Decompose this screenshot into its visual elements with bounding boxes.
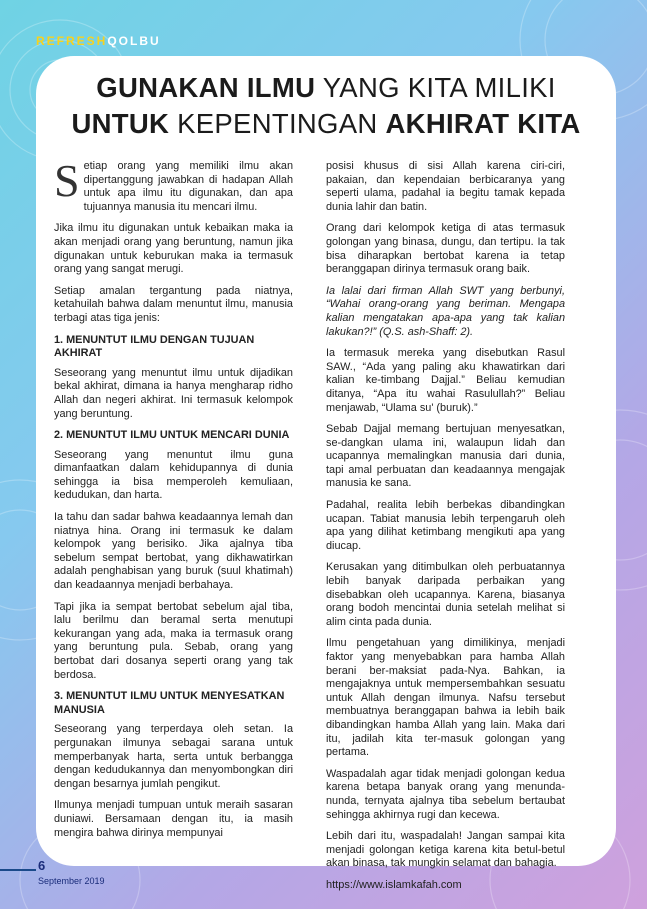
drop-cap: S	[54, 155, 80, 206]
section-heading: 1. MENUNTUT ILMU DENGAN TUJUAN AKHIRAT	[54, 333, 255, 360]
title-line2-bold2: AKHIRAT KITA	[385, 108, 581, 139]
header-refresh: REFRESH	[36, 34, 108, 48]
paragraph: Waspadalah agar tidak menjadi golongan kedua karena betapa banyak orang yang menunda-nunda, ternyata ajalnya tiba sebelum bertaubat sehingga akhirnya rugi dan kecewa.	[326, 767, 565, 821]
paragraph: Lebih dari itu, waspadalah! Jangan sampai kita menjadi golongan ketiga karena kita betul-betul akan binasa, tak mungkin selamat dan bahagia.	[326, 830, 565, 870]
section-heading: 3. MENUNTUT ILMU UNTUK MENYESATKAN MANUSIA	[54, 690, 285, 716]
paragraph: posisi khusus di sisi Allah karena ciri-ciri, pakaian, dan kependaian berbicaranya yang seperti ulama, padahal ia begitu tamak kepada dunia lahir dan batin.	[326, 160, 565, 213]
paragraph: Kerusakan yang ditimbulkan oleh perbuatannya lebih banyak daripada perbaikan yang disebabkan oleh ucapannya. Karena, biasanya orang bodoh mencintai dunia setelah melihat si alim cinta pada dunia.	[326, 561, 565, 628]
article-title	[36, 70, 616, 142]
header-qolbu: QOLBU	[107, 34, 161, 48]
paragraph: Setiap amalan tergantung pada niatnya, ketahuilah bahwa dalam menuntut ilmu, manusia terbagi atas tiga jenis:	[54, 284, 293, 324]
paragraph: Ia tahu dan sadar bahwa keadaannya lemah dan niatnya hina. Orang ini termasuk ke dalam kelompok yang berisiko. Jika ajalnya tiba sebelum sempat bertobat, yang dikhawatirkan adalah penghabisan yang buruk (suul khatimah) dan keadaannya menjadi berbahaya.	[54, 511, 293, 592]
paragraph: Ilmunya menjadi tumpuan untuk meraih sasaran duniawi. Bersamaan dengan itu, ia masih mengira bahwa dirinya mempunyai	[54, 799, 293, 839]
issue-date: September 2019	[38, 876, 105, 886]
paragraph: Seseorang yang menuntut ilmu untuk dijadikan bekal akhirat, dimana ia hanya mengharap ridho Allah dan negeri akhirat. Ini termasuk kelompok yang beruntung.	[54, 366, 293, 420]
title-line1-rest: YANG KITA MILIKI	[315, 72, 556, 103]
page-number: 6	[38, 858, 46, 873]
paragraph-text: etiap orang yang memiliki ilmu akan dipertanggung jawabkan di hadapan Allah untuk apa ilmu itu digunakan, dan apa tujuannya manusia itu mencari ilmu.	[83, 160, 293, 213]
source-link[interactable]: https://www.islamkafah.com	[326, 878, 462, 891]
paragraph: Jika ilmu itu digunakan untuk kebaikan maka ia akan menjadi orang yang beruntung, namun jika digunakan untuk keburukan maka ia termasuk orang yang sangat merugi.	[54, 222, 293, 276]
title-line1-bold: GUNAKAN ILMU	[96, 72, 316, 103]
section-header	[36, 34, 161, 48]
paragraph: Seseorang yang terperdaya oleh setan. Ia pergunakan ilmunya sebagai sarana untuk memperbanyak harta, serta untuk berbangga dengan kedudukannya dan menyombongkan diri dengan besarnya jumlah pengikut.	[54, 723, 293, 790]
title-line2-mid: KEPENTINGAN	[169, 108, 386, 139]
paragraph: Sebab Dajjal memang bertujuan menyesatkan, se-dangkan ulama ini, walaupun lidah dan ucapannya memalingkan manusia dari dunia, tapi amal perbuatan dan keadaannya mengajak manusia ke sana.	[326, 423, 565, 490]
paragraph: Seseorang yang menuntut ilmu guna dimanfaatkan dalam kehidupannya di dunia sehingga ia bisa memperoleh kemuliaan, kedudukan, dan harta.	[54, 448, 293, 502]
right-column	[326, 160, 565, 901]
paragraph: Padahal, realita lebih berbekas dibandingkan ucapan. Tabiat manusia lebih terpengaruh oleh apa yang dilihat ketimbang mengikuti apa yang diucap.	[326, 499, 565, 552]
section-heading: 2. MENUNTUT ILMU UNTUK MENCARI DUNIA	[54, 429, 290, 442]
quote-paragraph: Ia lalai dari firman Allah SWT yang berbunyi, “Wahai orang-orang yang beriman. Mengapa kalian mengatakan apa-apa yang tak kalian lakukan?!” (Q.S. ash-Shaff: 2).	[326, 284, 565, 338]
paragraph	[54, 155, 293, 214]
title-line2-bold: UNTUK	[71, 108, 170, 139]
paragraph: Tapi jika ia sempat bertobat sebelum ajal tiba, lalu berilmu dan beramal serta menutupi kekurangan yang ada, maka ia termasuk orang yang beruntung pula. Sebab, orang yang bertobat dari dosanya seperti orang yang tak berdosa.	[54, 600, 293, 681]
paragraph: Ilmu pengetahuan yang dimilikinya, menjadi faktor yang menyebabkan para hamba Allah berani ber-maksiat pada-Nya. Bahkan, ia mengajaknya untuk mempersembahkan sesuatu untuk Allah dengan ilmunya. Nafsu tersebut membuatnya beranggapan bahwa ia lebih baik dibandingkan hamba Allah yang lain. Maka dari itu, jadilah kita ter-masuk golongan yang pertama.	[326, 637, 565, 759]
paragraph: Ia termasuk mereka yang disebutkan Rasul SAW., “Ada yang paling aku khawatirkan dari kalian ke-timbang Dajjal.” Beliau kemudian ditanya, “Apa itu wahai Rasulullah?” Beliau menjawab, “Ulama su' (buruk).”	[326, 347, 565, 414]
footer-divider	[0, 869, 36, 871]
left-column	[54, 155, 293, 848]
paragraph: Orang dari kelompok ketiga di atas termasuk golongan yang binasa, dungu, dan tertipu. Ia tak bisa diharapkan bertobat karena ia tetap beranggapan dirinya termasuk orang baik.	[326, 222, 565, 276]
